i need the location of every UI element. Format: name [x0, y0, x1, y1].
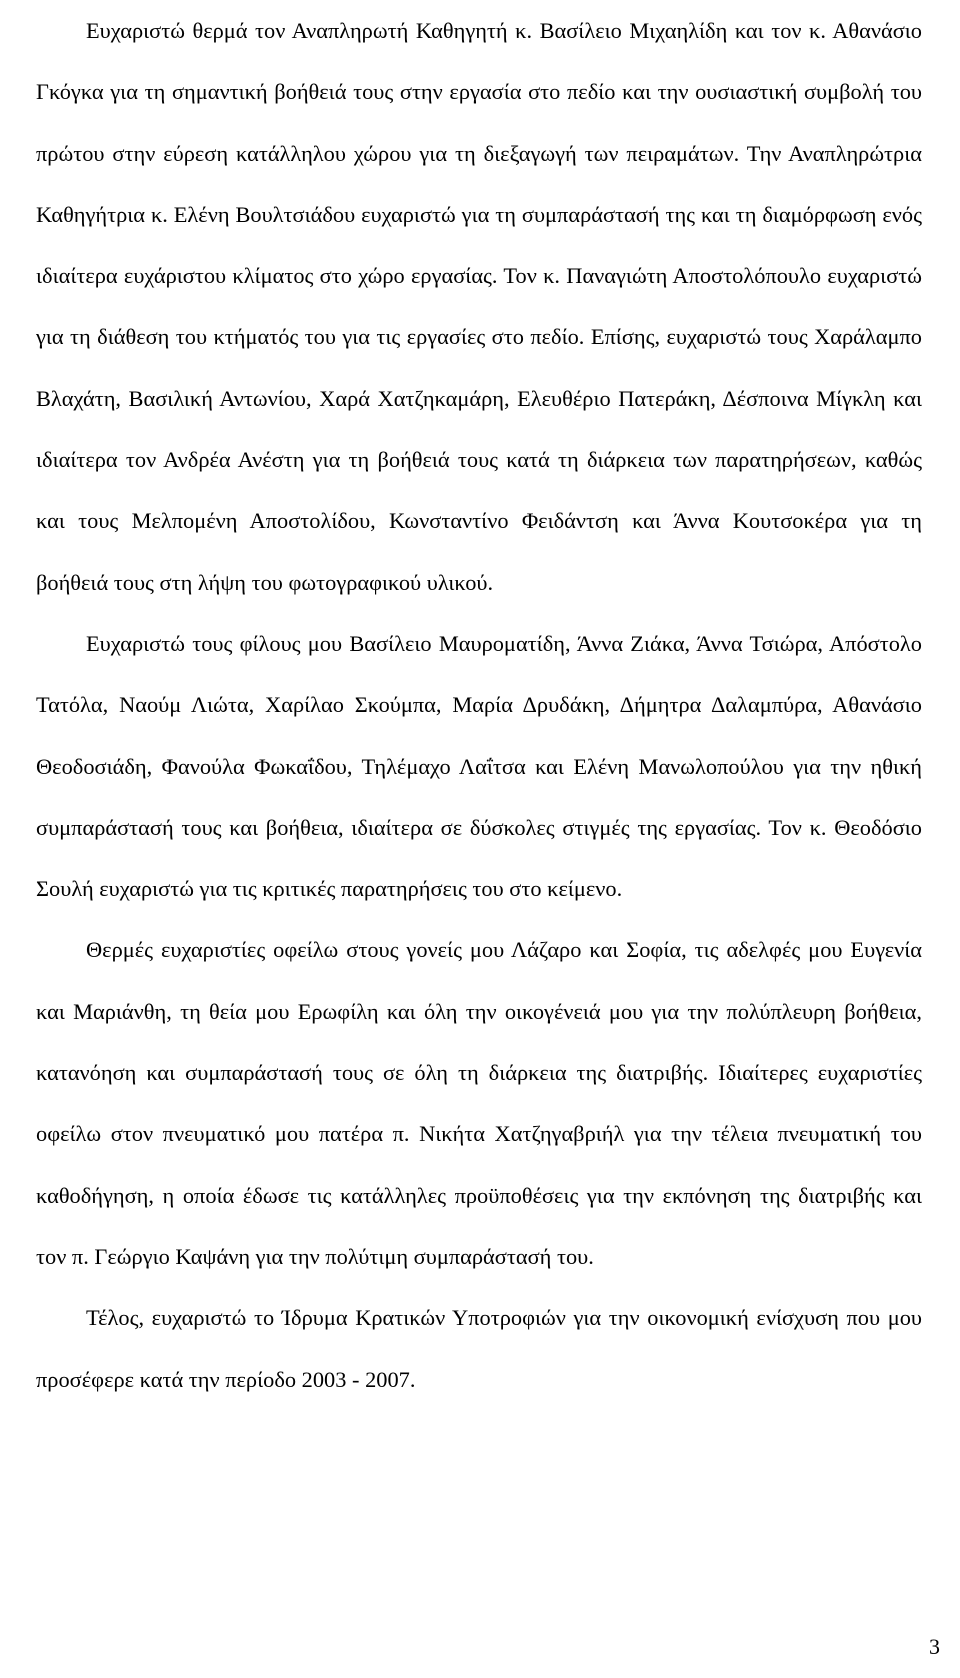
paragraph-advisors: Ευχαριστώ θερμά τον Αναπληρωτή Καθηγητή κ. Βασίλειο Μιχαηλίδη και τον κ. Αθανάσιο Γκόγκα για τη σημαντική βοήθειά τους στην εργασία στο πεδίο και την ουσιαστική συμβολή του πρώτου στην εύρεση κατάλληλου χώρου για τη διεξαγωγή των πειραμάτων. Την Αναπληρώτρια Καθηγήτρια κ. Ελένη Βουλτσιάδου ευχαριστώ για τη συμπαράστασή της και τη διαμόρφωση ενός ιδιαίτερα ευχάριστου κλίματος στο χώρο εργασίας. Τον κ. Παναγιώτη Αποστολόπουλο ευχαριστώ για τη διάθεση του κτήματός του για τις εργασίες στο πεδίο. Επίσης, ευχαριστώ τους Χαράλαμπο Βλαχάτη, Βασιλική Αντωνίου, Χαρά Χατζηκαμάρη, Ελευθέριο Πατεράκη, Δέσποινα Μίγκλη και ιδιαίτερα τον Ανδρέα Ανέστη για τη βοήθειά τους κατά τη διάρκεια των παρατηρήσεων, καθώς και τους Μελπομένη Αποστολίδου, Κωνσταντίνο Φειδάντση και Άννα Κουτσοκέρα για τη βοήθειά τους στη λήψη του φωτογραφικού υλικού.	[36, 18, 922, 595]
page-number: 3	[929, 1634, 940, 1659]
paragraph-family: Θερμές ευχαριστίες οφείλω στους γονείς μου Λάζαρο και Σοφία, τις αδελφές μου Ευγενία και Μαριάνθη, τη θεία μου Ερωφίλη και όλη την οικογένειά μου για την πολύπλευρη βοήθεια, κατανόηση και συμπαράστασή τους σε όλη τη διάρκεια της διατριβής. Ιδιαίτερες ευχαριστίες οφείλω στον πνευματικό μου πατέρα π. Νικήτα Χατζηγαβριήλ για την τέλεια πνευματική του καθοδήγηση, η οποία έδωσε τις κατάλληλες προϋποθέσεις για την εκπόνηση της διατριβής και τον π. Γεώργιο Καψάνη για την πολύτιμη συμπαράστασή του.	[36, 937, 922, 1269]
acknowledgements-body	[36, 0, 922, 1410]
paragraph-friends: Ευχαριστώ τους φίλους μου Βασίλειο Μαυροματίδη, Άννα Ζιάκα, Άννα Τσιώρα, Απόστολο Τατόλα, Ναούμ Λιώτα, Χαρίλαο Σκούμπα, Μαρία Δρυδάκη, Δήμητρα Δαλαμπύρα, Αθανάσιο Θεοδοσιάδη, Φανούλα Φωκαΐδου, Τηλέμαχο Λαΐτσα και Ελένη Μανωλοπούλου για την ηθική συμπαράστασή τους και βοήθεια, ιδιαίτερα σε δύσκολες στιγμές της εργασίας. Τον κ. Θεοδόσιο Σουλή ευχαριστώ για τις κριτικές παρατηρήσεις του στο κείμενο.	[36, 630, 922, 902]
paragraph-funding: Τέλος, ευχαριστώ το Ίδρυμα Κρατικών Υποτροφιών για την οικονομική ενίσχυση που μου προσέφερε κατά την περίοδο 2003 - 2007.	[36, 1305, 922, 1392]
